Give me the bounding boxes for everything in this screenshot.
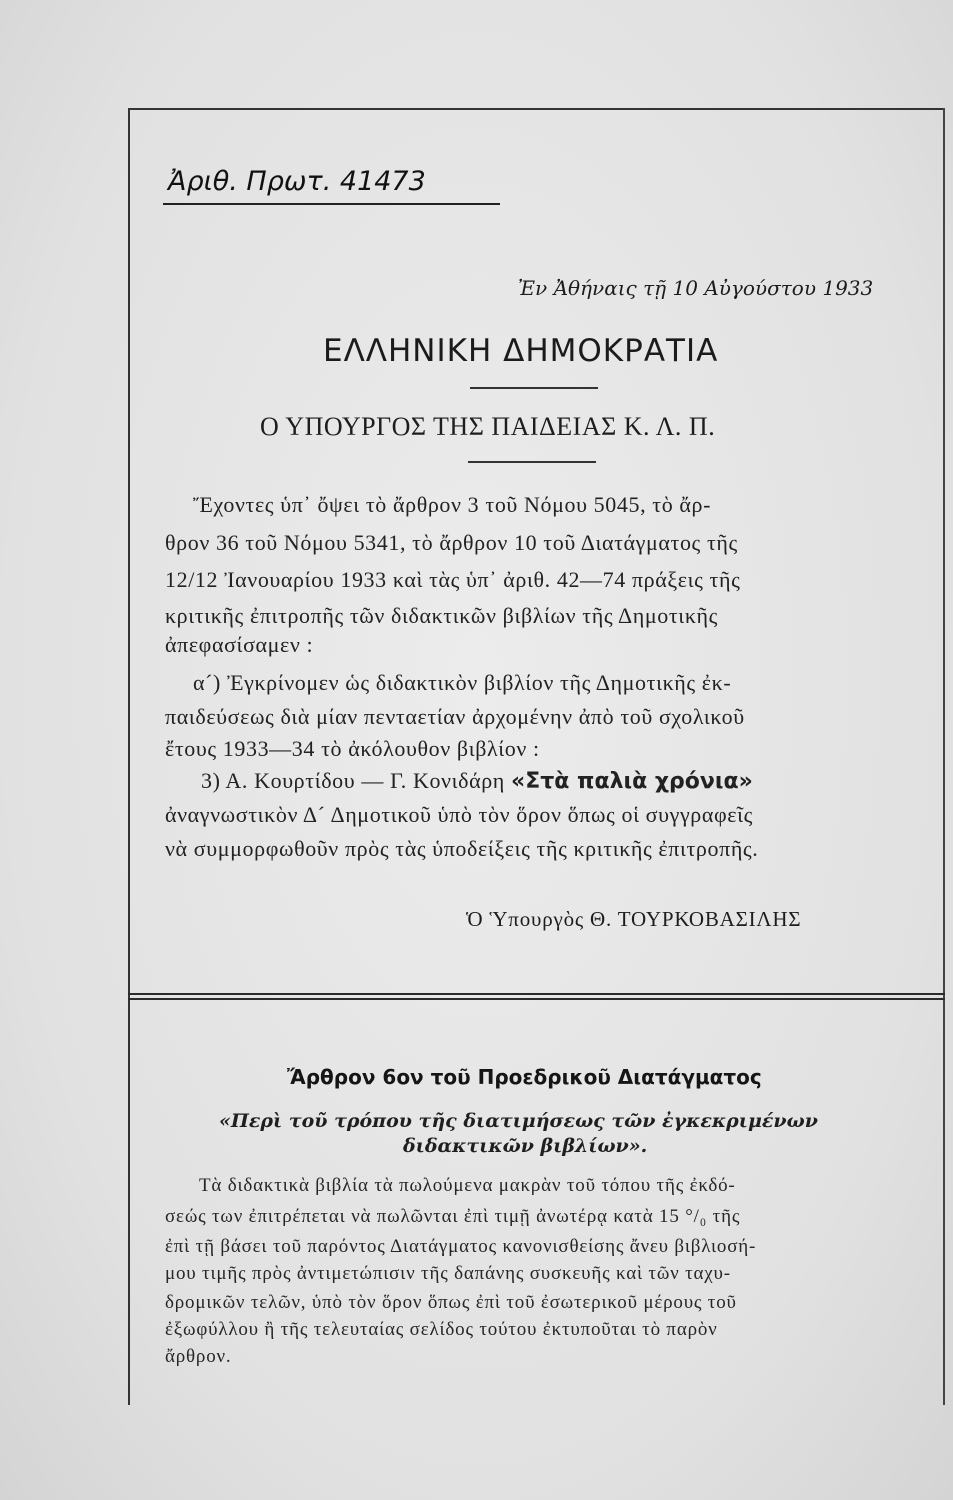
protocol-number: Ἀριθ. Πρωτ. 41473 <box>168 166 426 197</box>
section-divider-2 <box>128 998 945 1000</box>
decision-line: Ἔχοντες ὑπ᾽ ὄψει τὸ ἄρθρον 3 τοῦ Νόμου 5045, τὸ ἄρ- <box>193 492 712 517</box>
article-line: δρομικῶν τελῶν, ὑπὸ τὸν ὅρον ὅπως ἐπὶ τοῦ ἐσωτερικοῦ μέρους τοῦ <box>165 1292 737 1313</box>
heading-rule <box>470 387 598 389</box>
decision-line: ἀναγνωστικὸν Δ´ Δημοτικοῦ ὑπὸ τὸν ὅρον ὅπως οἱ συγγραφεῖς <box>165 802 753 827</box>
decision-line: α´) Ἐγκρίνομεν ὡς διδακτικὸν βιβλίον τῆς Δημοτικῆς ἐκ- <box>193 670 732 695</box>
heading-rule-2 <box>468 461 596 463</box>
decision-line: κριτικῆς ἐπιτροπῆς τῶν διδακτικῶν βιβλίων τῆς Δημοτικῆς <box>165 603 718 628</box>
decision-line: νὰ συμμορφωθοῦν πρὸς τὰς ὑποδείξεις τῆς κριτικῆς ἐπιτροπῆς. <box>165 836 759 861</box>
dateline: Ἐν Ἀθήναις τῇ 10 Αὐγούστου 1933 <box>518 276 874 300</box>
frame-top-border <box>128 108 945 110</box>
article-line: ἐξωφύλλου ἢ τῆς τελευταίας σελίδος τούτου ἐκτυποῦται τὸ παρὸν <box>165 1319 718 1340</box>
decision-line: ἔτους 1933—34 τὸ ἀκόλουθον βιβλίον : <box>165 736 540 761</box>
minister-heading: Ο ΥΠΟΥΡΓΟΣ ΤΗΣ ΠΑΙΔΕΙΑΣ Κ. Λ. Π. <box>260 412 716 441</box>
article-line: Τὰ διδακτικὰ βιβλία τὰ πωλούμενα μακρὰν τοῦ τόπου τῆς ἐκδό- <box>199 1175 736 1196</box>
article-line: ἄρθρον. <box>165 1346 232 1367</box>
article-title: Ἄρθρον 6ον τοῦ Προεδρικοῦ Διατάγματος <box>287 1065 762 1089</box>
section-divider <box>128 993 945 995</box>
frame-left-border <box>128 108 130 1405</box>
protocol-underline <box>163 203 500 205</box>
decision-line: θρον 36 τοῦ Νόμου 5341, τὸ ἄρθρον 10 τοῦ Διατάγματος τῆς <box>165 530 738 555</box>
approved-book-line <box>201 768 753 794</box>
article-subtitle-continued: διδακτικῶν βιβλίων». <box>403 1135 648 1157</box>
article-line: ἐπὶ τῇ βάσει τοῦ παρόντος Διατάγματος κανονισθείσης ἄνευ βιβλιοσή- <box>165 1236 757 1257</box>
frame-right-border <box>943 108 945 1405</box>
minister-signature: Ὁ Ὑπουργὸς Θ. ΤΟΥΡΚΟΒΑΣΙΛΗΣ <box>466 907 802 931</box>
book-title: «Στὰ παλιὰ χρόνια» <box>511 769 753 794</box>
decision-line: παιδεύσεως διὰ μίαν πενταετίαν ἀρχομένην ἀπὸ τοῦ σχολικοῦ <box>165 704 745 729</box>
republic-heading: ΕΛΛΗΝΙΚΗ ΔΗΜΟΚΡΑΤΙΑ <box>323 333 719 369</box>
decision-line: 12/12 Ἰανουαρίου 1933 καὶ τὰς ὑπ᾽ ἀριθ. 42—74 πράξεις τῆς <box>165 567 741 592</box>
article-line: σεώς των ἐπιτρέπεται νὰ πωλῶνται ἐπὶ τιμῇ ἀνωτέρᾳ κατὰ 15 °/₀ τῆς <box>165 1206 741 1227</box>
article-line: μου τιμῆς πρὸς ἀντιμετώπισιν τῆς δαπάνης συσκευῆς καὶ τῶν ταχυ- <box>165 1263 731 1284</box>
book-authors: 3) Α. Κουρτίδου — Γ. Κονιδάρη <box>201 768 505 793</box>
article-subtitle: «Περὶ τοῦ τρόπου τῆς διατιμήσεως τῶν ἐγκεκριμένων <box>219 1110 818 1132</box>
decision-line: ἀπεφασίσαμεν : <box>165 632 314 657</box>
